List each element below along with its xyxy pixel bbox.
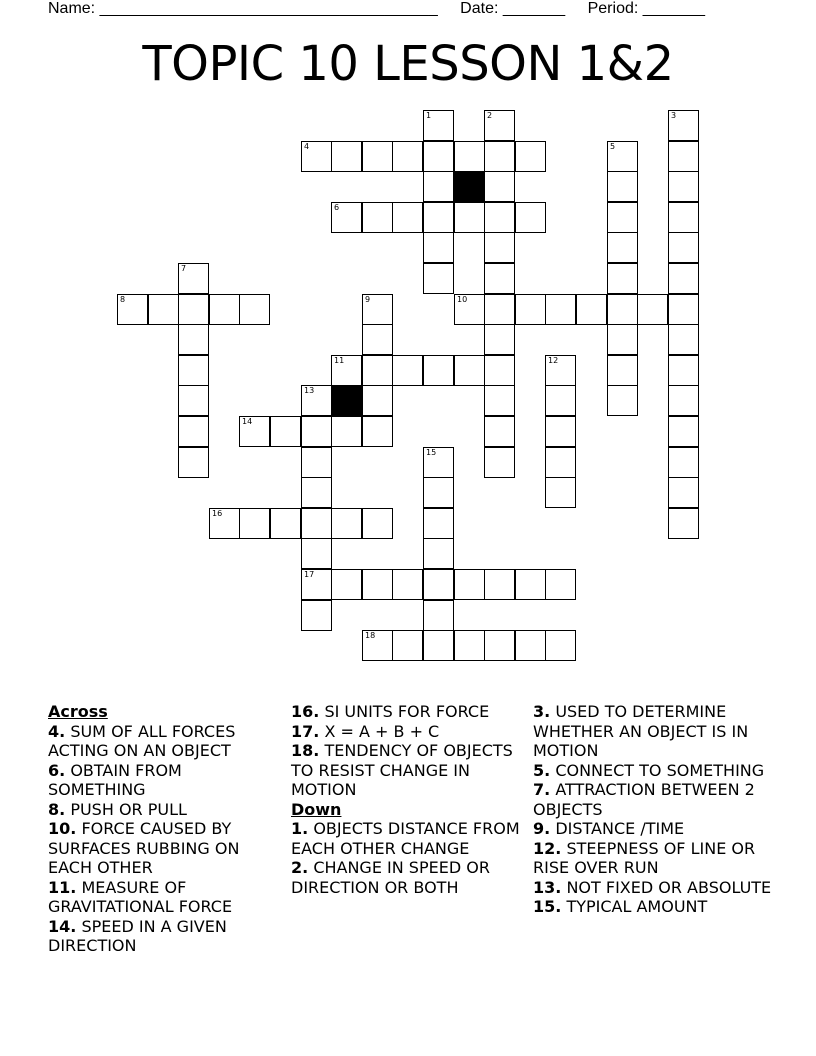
answer-cell[interactable] (607, 141, 638, 172)
answer-cell[interactable] (515, 202, 546, 233)
clue-down-7: 7. ATTRACTION BETWEEN 2 OBJECTS (533, 780, 755, 819)
answer-cell[interactable] (607, 294, 638, 325)
answer-cell[interactable] (545, 569, 576, 600)
answer-cell[interactable] (362, 294, 393, 325)
answer-cell[interactable] (331, 508, 362, 539)
clue-number: 18 (365, 631, 376, 640)
answer-cell[interactable] (484, 385, 515, 416)
answer-cell[interactable] (515, 141, 546, 172)
answer-cell[interactable] (331, 569, 362, 600)
answer-cell[interactable] (392, 355, 423, 386)
answer-cell[interactable] (117, 294, 148, 325)
answer-cell[interactable] (545, 355, 576, 386)
answer-cell[interactable] (668, 355, 699, 386)
answer-cell[interactable] (301, 416, 332, 447)
answer-cell[interactable] (392, 630, 423, 661)
answer-cell[interactable] (454, 569, 485, 600)
clue-number: 13 (304, 386, 315, 395)
answer-cell[interactable] (239, 294, 270, 325)
answer-cell[interactable] (423, 447, 454, 478)
answer-cell[interactable] (423, 569, 454, 600)
answer-cell[interactable] (148, 294, 179, 325)
answer-cell[interactable] (545, 385, 576, 416)
clue-across-17: 17. X = A + B + C (291, 721, 440, 741)
clue-down-9: 9. DISTANCE /TIME (533, 819, 685, 838)
clue-across-6: 6. OBTAIN FROM SOMETHING (48, 760, 182, 799)
answer-cell[interactable] (668, 447, 699, 478)
answer-cell[interactable] (484, 171, 515, 202)
answer-cell[interactable] (668, 294, 699, 325)
clues-column-1 (48, 702, 278, 956)
answer-cell[interactable] (392, 141, 423, 172)
answer-cell[interactable] (454, 141, 485, 172)
answer-cell[interactable] (607, 263, 638, 294)
clue-across-8: 8. PUSH OR PULL (48, 799, 187, 819)
clue-number: 12 (548, 356, 559, 365)
period-field[interactable]: Period: _______ (587, 0, 706, 17)
answer-cell[interactable] (178, 416, 209, 447)
answer-cell[interactable] (301, 569, 332, 600)
answer-cell[interactable] (484, 569, 515, 600)
clues-column-2 (291, 702, 521, 897)
answer-cell[interactable] (545, 447, 576, 478)
answer-cell[interactable] (362, 324, 393, 355)
clue-down-3: 3. USED TO DETERMINE WHETHER AN OBJECT IS IN MOTION (533, 702, 749, 760)
answer-cell[interactable] (301, 508, 332, 539)
answer-cell[interactable] (362, 630, 393, 661)
answer-cell[interactable] (301, 141, 332, 172)
answer-cell[interactable] (423, 263, 454, 294)
answer-cell[interactable] (668, 141, 699, 172)
answer-cell[interactable] (178, 355, 209, 386)
answer-cell[interactable] (607, 355, 638, 386)
clue-number: 15 (426, 448, 437, 457)
answer-cell[interactable] (484, 630, 515, 661)
answer-cell[interactable] (362, 202, 393, 233)
page-title: TOPIC 10 LESSON 1&2 (142, 36, 674, 92)
clue-across-4: 4. SUM OF ALL FORCES ACTING ON AN OBJECT (48, 721, 236, 760)
answer-cell[interactable] (515, 630, 546, 661)
answer-cell[interactable] (484, 263, 515, 294)
answer-cell[interactable] (301, 600, 332, 631)
clues-column-3 (533, 702, 773, 917)
answer-cell[interactable] (545, 630, 576, 661)
clue-down-1: 1. OBJECTS DISTANCE FROM EACH OTHER CHANGE (291, 819, 520, 858)
answer-cell[interactable] (423, 538, 454, 569)
answer-cell[interactable] (484, 416, 515, 447)
answer-cell[interactable] (423, 600, 454, 631)
clue-across-14: 14. SPEED IN A GIVEN DIRECTION (48, 916, 227, 955)
answer-cell[interactable] (392, 202, 423, 233)
answer-cell[interactable] (607, 171, 638, 202)
answer-cell[interactable] (209, 294, 240, 325)
answer-cell[interactable] (515, 569, 546, 600)
date-field[interactable]: Date: _______ (460, 0, 566, 17)
answer-cell[interactable] (178, 324, 209, 355)
answer-cell[interactable] (362, 385, 393, 416)
down-heading: Down (291, 799, 342, 819)
answer-cell[interactable] (178, 294, 209, 325)
answer-cell[interactable] (545, 294, 576, 325)
answer-cell[interactable] (331, 202, 362, 233)
clue-down-12: 12. STEEPNESS OF LINE OR RISE OVER RUN (533, 838, 756, 877)
clue-number: 14 (242, 417, 253, 426)
answer-cell[interactable] (484, 232, 515, 263)
answer-cell[interactable] (362, 416, 393, 447)
clue-number: 9 (365, 295, 371, 304)
black-square (331, 385, 362, 416)
clue-down-5: 5. CONNECT TO SOMETHING (533, 760, 765, 780)
answer-cell[interactable] (331, 141, 362, 172)
clue-number: 3 (671, 111, 677, 120)
answer-cell[interactable] (668, 263, 699, 294)
answer-cell[interactable] (331, 416, 362, 447)
clue-number: 2 (487, 111, 493, 120)
answer-cell[interactable] (239, 508, 270, 539)
answer-cell[interactable] (576, 294, 607, 325)
answer-cell[interactable] (331, 355, 362, 386)
answer-cell[interactable] (362, 508, 393, 539)
clue-number: 4 (304, 142, 310, 151)
answer-cell[interactable] (484, 447, 515, 478)
clue-number: 11 (334, 356, 345, 365)
answer-cell[interactable] (668, 477, 699, 508)
answer-cell[interactable] (454, 294, 485, 325)
answer-cell[interactable] (484, 110, 515, 141)
clue-across-10: 10. FORCE CAUSED BY SURFACES RUBBING ON EACH OTHER (48, 819, 240, 877)
clue-number: 6 (334, 203, 340, 212)
answer-cell[interactable] (301, 385, 332, 416)
answer-cell[interactable] (301, 447, 332, 478)
clue-number: 5 (610, 142, 616, 151)
clue-number: 8 (120, 295, 126, 304)
clue-down-15: 15. TYPICAL AMOUNT (533, 897, 708, 916)
answer-cell[interactable] (607, 324, 638, 355)
answer-cell[interactable] (484, 324, 515, 355)
clue-number: 10 (457, 295, 468, 304)
clue-across-16: 16. SI UNITS FOR FORCE (291, 702, 490, 721)
answer-cell[interactable] (668, 385, 699, 416)
answer-cell[interactable] (423, 202, 454, 233)
clue-number: 1 (426, 111, 432, 120)
answer-cell[interactable] (423, 477, 454, 508)
answer-cell[interactable] (362, 355, 393, 386)
answer-cell[interactable] (362, 141, 393, 172)
answer-cell[interactable] (423, 232, 454, 263)
answer-cell[interactable] (301, 477, 332, 508)
answer-cell[interactable] (668, 110, 699, 141)
answer-cell[interactable] (668, 171, 699, 202)
clue-across-11: 11. MEASURE OF GRAVITATIONAL FORCE (48, 877, 233, 916)
clue-down-13: 13. NOT FIXED OR ABSOLUTE (533, 877, 772, 897)
answer-cell[interactable] (607, 232, 638, 263)
clue-number: 16 (212, 509, 223, 518)
answer-cell[interactable] (545, 416, 576, 447)
answer-cell[interactable] (515, 294, 546, 325)
clue-across-18: 18. TENDENCY OF OBJECTS TO RESIST CHANGE IN MOTION (291, 741, 513, 799)
answer-cell[interactable] (423, 630, 454, 661)
black-square (454, 171, 485, 202)
answer-cell[interactable] (668, 232, 699, 263)
clue-number: 7 (181, 264, 187, 273)
answer-cell[interactable] (454, 202, 485, 233)
answer-cell[interactable] (423, 141, 454, 172)
answer-cell[interactable] (484, 294, 515, 325)
across-heading: Across (48, 702, 108, 721)
answer-cell[interactable] (484, 141, 515, 172)
answer-cell[interactable] (423, 508, 454, 539)
answer-cell[interactable] (362, 569, 393, 600)
answer-cell[interactable] (239, 416, 270, 447)
answer-cell[interactable] (209, 508, 240, 539)
answer-cell[interactable] (423, 110, 454, 141)
clue-down-2: 2. CHANGE IN SPEED OR DIRECTION OR BOTH (291, 858, 490, 897)
answer-cell[interactable] (484, 202, 515, 233)
answer-cell[interactable] (668, 202, 699, 233)
answer-cell[interactable] (178, 447, 209, 478)
answer-cell[interactable] (668, 324, 699, 355)
answer-cell[interactable] (454, 355, 485, 386)
clue-number: 17 (304, 570, 315, 579)
answer-cell[interactable] (178, 263, 209, 294)
answer-cell[interactable] (668, 416, 699, 447)
answer-cell[interactable] (270, 416, 301, 447)
answer-cell[interactable] (423, 355, 454, 386)
answer-cell[interactable] (392, 569, 423, 600)
answer-cell[interactable] (301, 538, 332, 569)
answer-cell[interactable] (607, 385, 638, 416)
answer-cell[interactable] (637, 294, 668, 325)
answer-cell[interactable] (484, 355, 515, 386)
answer-cell[interactable] (607, 202, 638, 233)
answer-cell[interactable] (668, 508, 699, 539)
answer-cell[interactable] (423, 171, 454, 202)
answer-cell[interactable] (545, 477, 576, 508)
name-field[interactable]: Name: ______________________________________ (48, 0, 438, 17)
answer-cell[interactable] (454, 630, 485, 661)
answer-cell[interactable] (178, 385, 209, 416)
answer-cell[interactable] (270, 508, 301, 539)
